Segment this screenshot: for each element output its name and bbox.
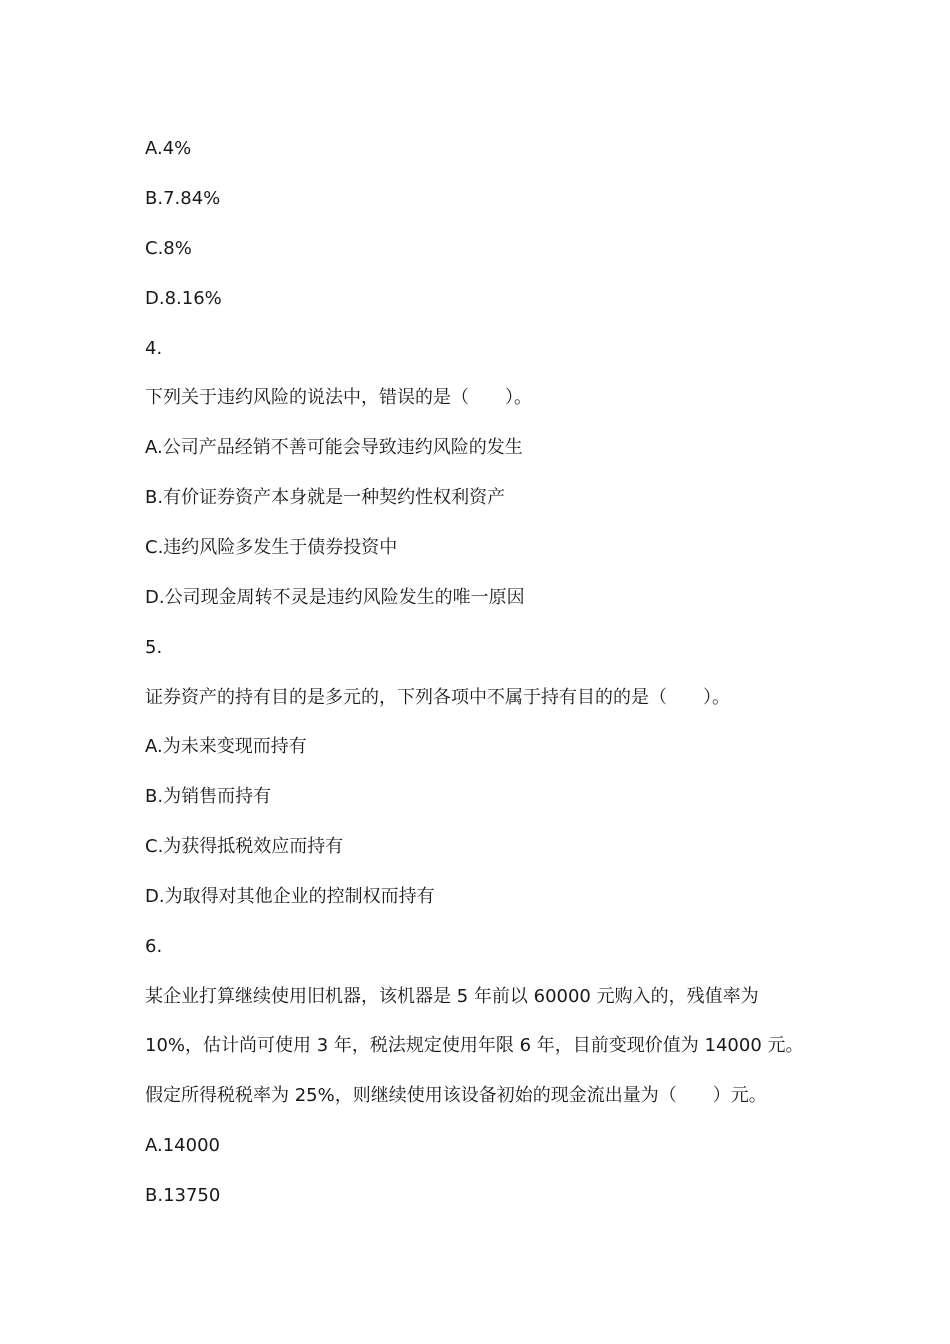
q5-number: 5.: [145, 637, 163, 658]
q4-option-b: B.有价证券资产本身就是一种契约性权利资产: [145, 487, 506, 508]
q6-option-a: A.14000: [145, 1135, 220, 1156]
q6-stem-line-3: 假定所得税税率为 25%，则继续使用该设备初始的现金流出量为（ ）元。: [145, 1085, 767, 1106]
q3-option-a: A.4%: [145, 138, 192, 159]
q3-option-d: D.8.16%: [145, 288, 222, 309]
q5-option-a: A.为未来变现而持有: [145, 736, 307, 757]
q5-stem: 证券资产的持有目的是多元的，下列各项中不属于持有目的的是（ ）。: [145, 687, 730, 708]
q4-option-a: A.公司产品经销不善可能会导致违约风险的发生: [145, 437, 523, 458]
q5-option-c: C.为获得抵税效应而持有: [145, 836, 344, 857]
q6-stem-line-1: 某企业打算继续使用旧机器，该机器是 5 年前以 60000 元购入的，残值率为: [145, 986, 759, 1007]
q6-number: 6.: [145, 936, 163, 957]
q3-option-b: B.7.84%: [145, 188, 221, 209]
q6-option-b: B.13750: [145, 1185, 221, 1206]
q4-stem: 下列关于违约风险的说法中，错误的是（ ）。: [145, 387, 532, 408]
q4-number: 4.: [145, 338, 163, 359]
q5-option-b: B.为销售而持有: [145, 786, 272, 807]
q3-option-c: C.8%: [145, 238, 192, 259]
q5-option-d: D.为取得对其他企业的控制权而持有: [145, 886, 435, 907]
q4-option-c: C.违约风险多发生于债券投资中: [145, 537, 398, 558]
q6-stem-line-2: 10%，估计尚可使用 3 年，税法规定使用年限 6 年，目前变现价值为 14000 元。: [145, 1035, 804, 1056]
q4-option-d: D.公司现金周转不灵是违约风险发生的唯一原因: [145, 587, 525, 608]
